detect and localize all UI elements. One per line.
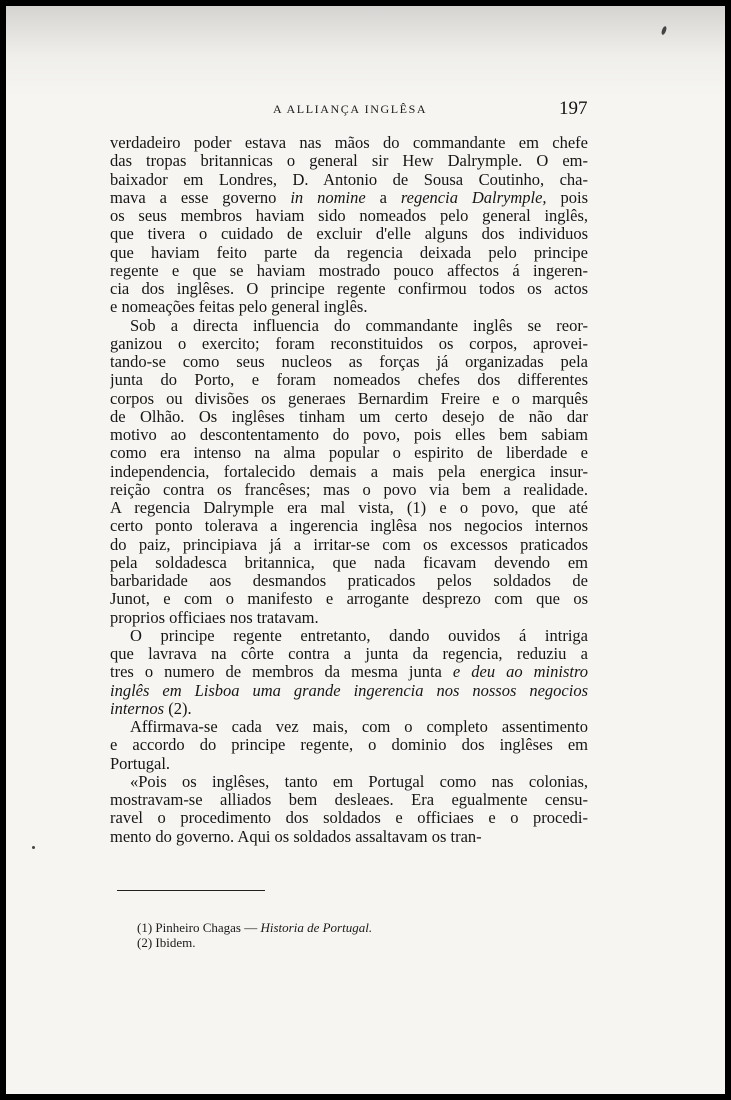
text-line: [110, 335, 588, 353]
text-segment: e nomeações feitas pelo general inglês.: [110, 298, 368, 317]
text-segment: das tropas britannicas o general sir Hew Dalrymple. O em-: [110, 152, 588, 171]
text-line: [110, 609, 588, 627]
text-line: [110, 481, 588, 499]
text-line: [110, 408, 588, 426]
footnote-italic-segment: Historia de Portugal.: [260, 920, 373, 935]
body-text: [110, 134, 588, 846]
text-segment: pela soldadesca britannica, que nada ficavam devendo em: [110, 553, 588, 572]
text-segment: mento do governo. Aqui os soldados assaltavam os tran-: [110, 827, 482, 846]
text-line: [110, 353, 588, 371]
text-segment: do paiz, principiava já a irritar-se com os excessos praticados: [110, 535, 588, 554]
text-line: [110, 755, 588, 773]
text-segment: motivo ao descontentamento do povo, pois elles bem sabiam: [110, 426, 588, 444]
footnote-divider: [117, 890, 265, 891]
italic-text-segment: inglês em Lisboa uma grande ingerencia nos nossos negocios: [110, 681, 588, 700]
text-line: [110, 718, 588, 736]
text-line: [110, 499, 588, 517]
text-segment: «Pois os inglêses, tanto em Portugal como nas colonias,: [130, 772, 588, 791]
text-line: [110, 171, 588, 189]
text-segment: certo ponto tolerava a ingerencia inglêsa nos negocios internos: [110, 517, 588, 536]
text-line: [110, 627, 588, 645]
text-segment: (2).: [164, 699, 192, 718]
book-page: [6, 6, 725, 1094]
italic-text-segment: internos: [110, 699, 165, 718]
text-segment: Junot, e com o manifesto e arrogante desprezo com que os: [110, 590, 588, 609]
scan-shading: [6, 6, 725, 96]
ink-speck: [32, 846, 35, 849]
text-segment: tres o numero de membros da mesma junta: [110, 663, 453, 682]
text-line: [110, 663, 588, 681]
italic-text-segment: e deu ao ministro: [452, 663, 588, 682]
text-segment: a: [365, 188, 401, 207]
text-line: [110, 426, 588, 444]
text-line: [110, 791, 588, 809]
text-segment: ganizou o exercito; foram reconstituidos os corpos, aprovei-: [110, 334, 588, 353]
page-header: [6, 98, 725, 122]
text-line: [110, 736, 588, 754]
text-segment: proprios officiaes nos tratavam.: [110, 608, 319, 627]
text-segment: de Olhão. Os inglêses tinham um certo desejo de não dar: [110, 407, 588, 426]
text-line: [110, 517, 588, 535]
text-line: [110, 828, 588, 846]
text-line: [110, 280, 588, 298]
footnotes: [137, 920, 372, 950]
text-line: [110, 554, 588, 572]
text-line: [110, 134, 588, 152]
text-segment: mava a esse governo: [110, 188, 291, 207]
italic-text-segment: regencia Dalrymple,: [400, 188, 547, 207]
text-segment: ravel o procedimento dos soldados e officiaes e o procedi-: [110, 809, 588, 828]
text-segment: que tivera o cuidado de excluir d'elle alguns dos individuos: [110, 225, 588, 244]
text-line: [110, 682, 588, 700]
text-segment: tando-se como seus nucleos as forças já organizadas pela: [110, 353, 588, 371]
text-segment: Portugal.: [110, 754, 171, 773]
text-segment: O principe regente entretanto, dando ouvidos á intriga: [130, 626, 588, 645]
text-segment: pois: [546, 188, 588, 207]
text-line: [110, 463, 588, 481]
text-segment: junta do Porto, e foram nomeados chefes dos differentes: [110, 371, 588, 390]
text-segment: cia dos inglêses. O principe regente confirmou todos os actos: [110, 280, 588, 298]
text-line: [110, 809, 588, 827]
text-line: [110, 773, 588, 791]
footnote-segment: (1) Pinheiro Chagas —: [137, 920, 261, 935]
text-segment: que haviam feito parte da regencia deixada pelo principe: [110, 243, 588, 262]
text-segment: A regencia Dalrymple era mal vista, (1) e o povo, que até: [110, 499, 588, 517]
text-segment: Affirmava-se cada vez mais, com o completo assentimento: [130, 718, 588, 736]
text-line: [110, 572, 588, 590]
page-number: 197: [559, 98, 588, 119]
text-line: [110, 244, 588, 262]
text-line: [110, 645, 588, 663]
footnote-segment: (2) Ibidem.: [137, 935, 196, 950]
text-line: [110, 189, 588, 207]
text-line: [110, 152, 588, 170]
text-segment: independencia, fortalecido demais a mais pela energica insur-: [110, 462, 588, 481]
text-line: [110, 317, 588, 335]
text-segment: como era intenso na alma popular o espirito de liberdade e: [110, 444, 588, 463]
text-line: [110, 262, 588, 280]
text-segment: que lavrava na côrte contra a junta da regencia, reduziu a: [110, 645, 588, 663]
text-segment: reição contra os francêses; mas o povo via bem a realidade.: [110, 480, 588, 499]
text-segment: Sob a directa influencia do commandante inglês se reor-: [130, 316, 588, 335]
footnote: [137, 920, 372, 935]
text-segment: e accordo do principe regente, o dominio dos inglêses em: [110, 736, 588, 755]
italic-text-segment: in nomine: [290, 188, 366, 207]
text-segment: os seus membros haviam sido nomeados pelo general inglês,: [110, 207, 588, 225]
text-line: [110, 371, 588, 389]
text-line: [110, 590, 588, 608]
text-segment: verdadeiro poder estava nas mãos do commandante em chefe: [110, 134, 588, 152]
text-line: [110, 207, 588, 225]
text-line: [110, 298, 588, 316]
text-line: [110, 225, 588, 243]
text-line: [110, 444, 588, 462]
text-line: [110, 700, 588, 718]
text-line: [110, 390, 588, 408]
text-segment: baixador em Londres, D. Antonio de Sousa Coutinho, cha-: [110, 170, 588, 189]
text-segment: regente e que se haviam mostrado pouco affectos á ingeren-: [110, 261, 588, 280]
running-title: A ALLIANÇA INGLÊSA: [273, 102, 428, 116]
text-segment: corpos ou divisões os generaes Bernardim Freire e o marquês: [110, 389, 588, 408]
text-segment: barbaridade aos desmandos praticados pelos soldados de: [110, 572, 588, 590]
text-segment: mostravam-se alliados bem desleaes. Era egualmente censu-: [110, 791, 588, 809]
text-line: [110, 536, 588, 554]
footnote: [137, 935, 372, 950]
